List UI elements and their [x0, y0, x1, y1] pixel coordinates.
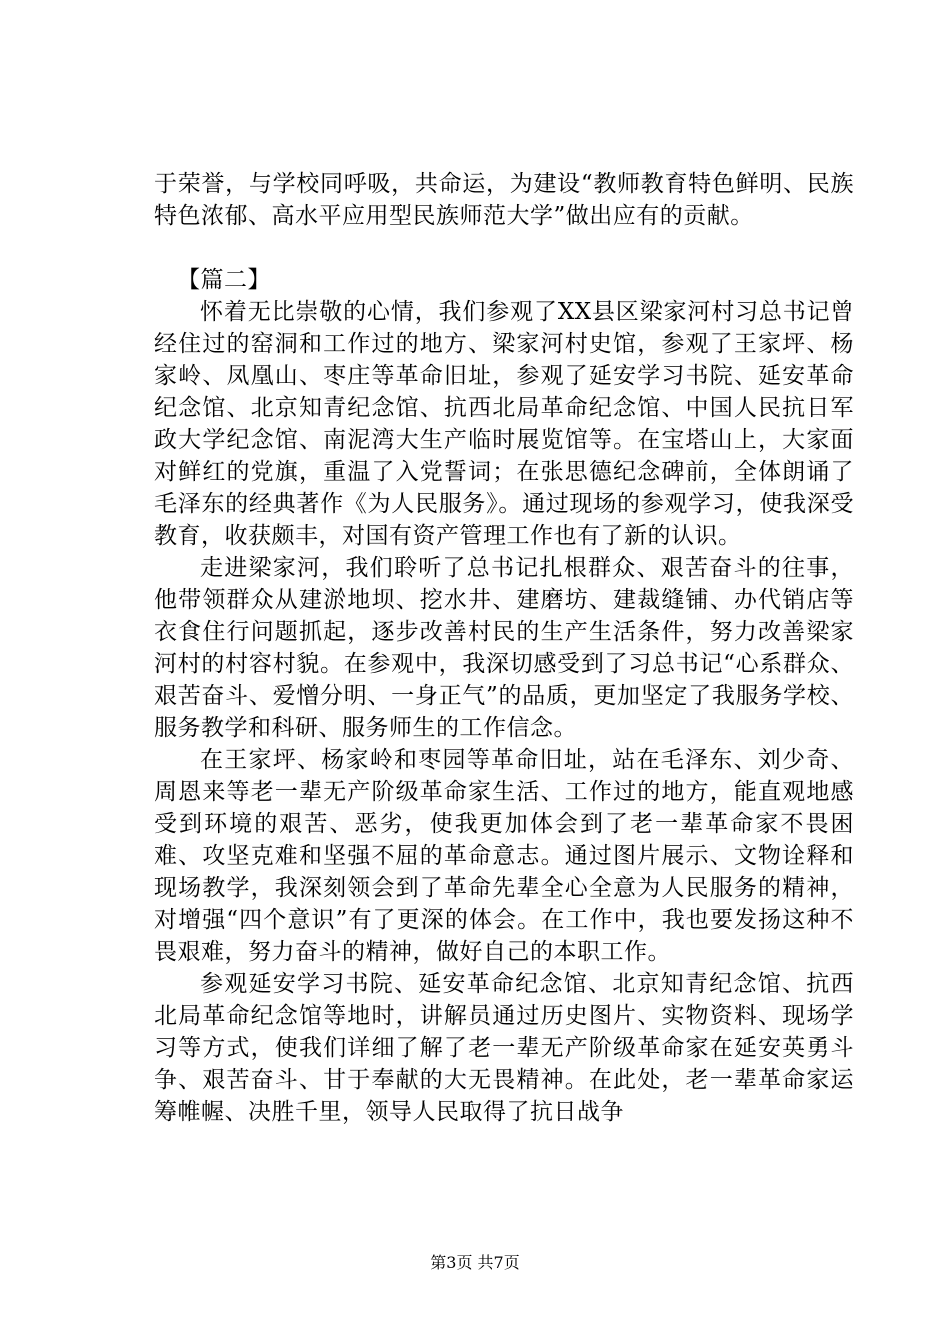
section-title: 【篇二】 [177, 267, 271, 293]
body-paragraph-4: 参观延安学习书院、延安革命纪念馆、北京知青纪念馆、抗西北局革命纪念馆等地时，讲解员通过历史图片、实物资料、现场学习等方式，使我们详细了解了老一辈无产阶级革命家在延安英勇斗争、艰苦奋斗、甘于奉献的大无畏精神。在此处，老一辈革命家运筹帷幄、决胜千里，领导人民取得了抗日战争 [154, 971, 854, 1125]
body-paragraph-3: 在王家坪、杨家岭和枣园等革命旧址，站在毛泽东、刘少奇、周恩来等老一辈无产阶级革命家生活、工作过的地方，能直观地感受到环境的艰苦、恶劣，使我更加体会到了老一辈革命家不畏困难、攻坚克难和坚强不屈的革命意志。通过图片展示、文物诠释和现场教学，我深刻领会到了革命先辈全心全意为人民服务的精神，对增强“四个意识”有了更深的体会。在工作中，我也要发扬这种不畏艰难，努力奋斗的精神，做好自己的本职工作。 [154, 747, 854, 965]
document-body [154, 168, 854, 1128]
body-paragraph-2: 走进梁家河，我们聆听了总书记扎根群众、艰苦奋斗的往事，他带领群众从建淤地坝、挖水井、建磨坊、建裁缝铺、办代销店等衣食住行问题抓起，逐步改善村民的生产生活条件，努力改善梁家河村的村容村貌。在参观中，我深切感受到了习总书记“心系群众、艰苦奋斗、爱憎分明、一身正气”的品质，更加坚定了我服务学校、服务教学和科研、服务师生的工作信念。 [154, 555, 854, 741]
body-paragraph-1: 怀着无比崇敬的心情，我们参观了XX县区梁家河村习总书记曾经住过的窑洞和工作过的地方、梁家河村史馆，参观了王家坪、杨家岭、凤凰山、枣庄等革命旧址，参观了延安学习书院、延安革命纪念馆、北京知青纪念馆、抗西北局革命纪念馆、中国人民抗日军政大学纪念馆、南泥湾大生产临时展览馆等。在宝塔山上，大家面对鲜红的党旗，重温了入党誓词；在张思德纪念碑前，全体朗诵了毛泽东的经典著作《为人民服务》。通过现场的参观学习，使我深受教育，收获颇丰，对国有资产管理工作也有了新的认识。 [154, 299, 854, 549]
paragraph-spacer [154, 232, 854, 264]
intro-paragraph: 于荣誉，与学校同呼吸，共命运，为建设“教师教育特色鲜明、民族特色浓郁、高水平应用型民族师范大学”做出应有的贡献。 [154, 171, 854, 229]
page-footer: 第3页 共7页 [430, 1253, 520, 1272]
